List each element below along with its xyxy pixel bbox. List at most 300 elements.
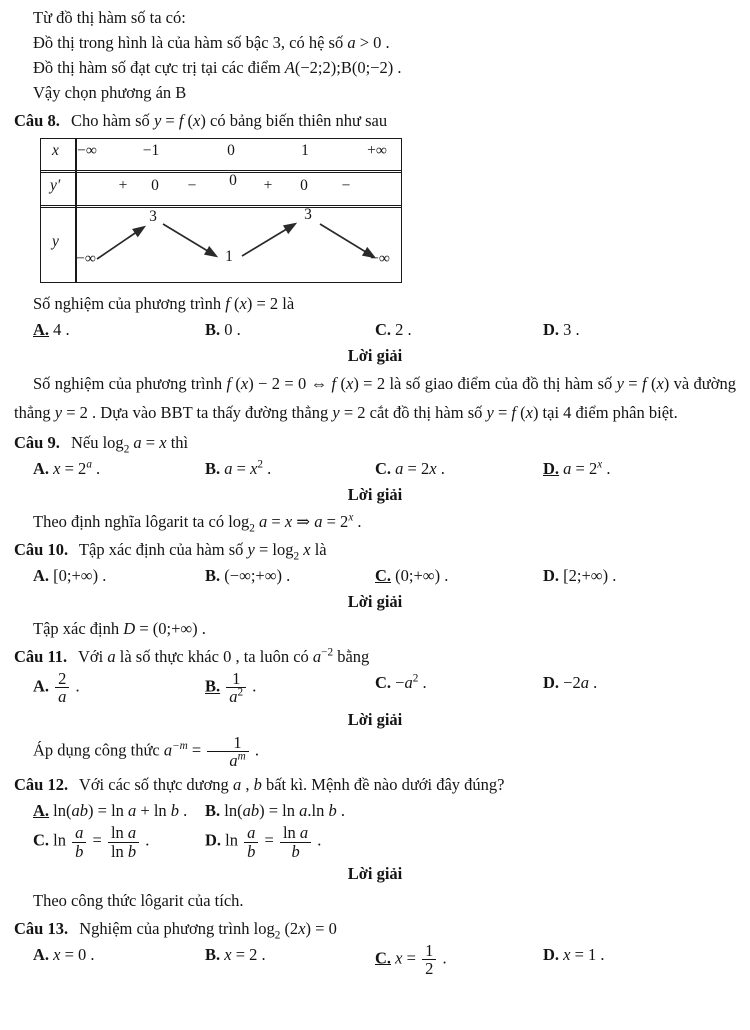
text-run: Cho hàm số — [66, 111, 154, 130]
bbt-y-min-value: 1 — [225, 248, 233, 265]
text-run: = — [187, 740, 206, 760]
text-run: = 2 — [60, 459, 87, 478]
text-run: ) = 0 — [305, 918, 337, 938]
text-run: ab — [242, 801, 260, 821]
text-run: m — [237, 750, 246, 763]
text-run: a — [347, 33, 356, 52]
text-run: y — [616, 374, 624, 393]
text-run: ;B — [336, 58, 352, 77]
solution-label — [0, 590, 750, 614]
text-run: ln — [110, 841, 128, 861]
label-text: C. — [375, 320, 392, 339]
label-text: D. — [543, 673, 560, 692]
label-text: C. — [375, 948, 392, 968]
text-run: Theo công thức lôgarit của tích. — [33, 890, 244, 910]
text-run: x — [53, 459, 61, 478]
bbt-x-value: 0 — [227, 142, 235, 159]
fraction-denominator — [422, 960, 436, 977]
text-run: thì — [166, 433, 189, 452]
question-12-title — [14, 772, 736, 797]
text-run: (−∞;+∞) . — [220, 566, 291, 585]
text-run: Theo định nghĩa lôgarit ta có — [33, 512, 229, 531]
text-run: y — [332, 402, 340, 422]
math-fraction — [422, 942, 436, 978]
text-run: b — [170, 801, 180, 821]
text-run: Từ đồ thị hàm số ta có: — [33, 8, 186, 27]
question-10-title — [14, 537, 736, 562]
text-run: Với — [74, 647, 108, 666]
text-run: . — [250, 740, 259, 760]
fraction-denominator — [55, 688, 69, 705]
text-run: . — [179, 801, 188, 821]
fraction-numerator — [108, 824, 139, 842]
text-run: = — [267, 512, 285, 531]
text-run: x — [597, 458, 603, 471]
text-run: −2 — [559, 673, 581, 692]
answer-option — [375, 670, 543, 695]
text-run: x — [240, 374, 249, 393]
bbt-yprime-value: 0 — [300, 177, 308, 194]
text-run: Đồ thị hàm số đạt cực trị tại các điểm — [33, 58, 285, 77]
text-run: bất kì. Mệnh đề nào dưới đây đúng? — [261, 775, 505, 795]
text-run: = — [493, 402, 512, 422]
text-run: 1 — [232, 669, 241, 688]
text-run: ( — [229, 294, 240, 313]
label-text: D. — [543, 320, 560, 339]
text-run: ( — [231, 374, 241, 393]
question-8-solution — [14, 370, 736, 427]
text-run: a — [127, 823, 137, 843]
text-run: x — [429, 459, 437, 478]
text-run: ) có bảng biến thiên như sau — [200, 111, 388, 130]
answer-option — [543, 670, 736, 695]
answer-option — [33, 798, 205, 823]
text-run: (2 — [280, 918, 299, 938]
text-run: 2 — [123, 443, 130, 456]
text-run: ab — [71, 801, 89, 821]
text-run: . — [436, 459, 445, 478]
text-run: ( — [646, 374, 657, 393]
text-run: b — [328, 801, 337, 821]
question-11-options — [14, 670, 736, 706]
text-run: + ln — [136, 801, 171, 821]
question-11-solution — [14, 734, 736, 770]
text-run: x — [53, 944, 61, 964]
bbt-arrow-down — [320, 224, 374, 257]
solution-label — [0, 483, 750, 507]
bbt-yprime-value: 0 — [229, 172, 237, 189]
math-fraction — [108, 824, 139, 860]
text-run: a — [259, 512, 268, 531]
text-run: −2 — [321, 646, 334, 659]
label-text: B. — [205, 320, 221, 339]
answer-option — [205, 670, 375, 706]
text-run — [220, 677, 224, 696]
text-run: f — [226, 374, 232, 393]
question-12-solution — [14, 888, 736, 913]
text-run: 1 — [425, 940, 434, 960]
text-run: (−2;2) — [294, 58, 337, 77]
text-run: ( — [336, 374, 346, 393]
text-run: x — [224, 944, 232, 964]
question-10-options — [14, 563, 736, 588]
text-run: log — [253, 918, 275, 938]
text-run: Số nghiệm của phương trình — [33, 374, 227, 393]
bbt-arrow-up — [97, 227, 144, 259]
text-run: Số nghiệm của phương trình — [33, 294, 226, 313]
answer-option — [33, 317, 205, 342]
document-content — [0, 5, 750, 978]
text-run: a — [224, 459, 233, 478]
text-run: = 1 . — [570, 944, 605, 964]
text-run: ( — [183, 111, 194, 130]
text-run: y — [247, 540, 255, 559]
text-run: b — [127, 841, 137, 861]
bbt-yprime-value: + — [118, 177, 128, 194]
bbt-x-label: x — [52, 142, 59, 159]
text-run: Áp dụng công thức — [33, 740, 164, 760]
question-12-options-ab — [14, 798, 736, 823]
label-text: C. — [375, 673, 392, 692]
text-run: x — [348, 511, 354, 524]
question-13-title — [14, 916, 736, 941]
fraction-numerator — [280, 824, 311, 842]
label-text: B. — [205, 566, 221, 585]
text-run: f — [331, 374, 337, 393]
text-run: b — [253, 775, 262, 795]
text-run: là — [310, 540, 327, 559]
text-run: a — [580, 673, 589, 692]
text-run: a — [75, 823, 84, 843]
text-run: a — [563, 459, 572, 478]
label-text: Câu 9. — [14, 433, 60, 452]
text-run: f — [511, 402, 516, 422]
label-text: C. — [375, 566, 392, 585]
bbt-y-max-value: 3 — [304, 206, 312, 223]
intro-line-2 — [14, 30, 736, 55]
fraction-numerator — [207, 734, 248, 752]
answer-option — [205, 317, 375, 342]
text-run: 0 . — [220, 320, 241, 339]
text-run: a — [299, 801, 308, 821]
text-run: Tập xác định — [33, 619, 124, 638]
text-run: ln( — [49, 801, 72, 821]
question-8-stem — [14, 291, 736, 316]
question-9-options — [14, 456, 736, 481]
label-text: B. — [205, 801, 221, 821]
fraction-numerator — [55, 670, 69, 688]
text-run: ) = 2 là số giao điểm của đồ thị hàm số — [353, 374, 617, 393]
text-run: − — [391, 673, 405, 692]
text-run: = 2 . Dựa vào BBT ta thấy đường thẳng — [62, 402, 333, 422]
text-run: x — [239, 294, 247, 313]
bbt-arrows — [41, 139, 400, 281]
fraction-numerator — [72, 824, 86, 842]
text-run: Vậy chọn phương án B — [33, 83, 187, 102]
text-run: . — [313, 830, 322, 850]
text-run: a — [314, 512, 323, 531]
bbt-y-label: y — [52, 233, 59, 250]
text-run: a — [247, 823, 256, 843]
text-run: a — [299, 823, 309, 843]
text-run: log — [228, 512, 250, 531]
text-run: b — [291, 841, 300, 861]
text-run: D — [123, 619, 136, 638]
label-text: Lời giải — [347, 346, 403, 365]
text-run: x — [159, 433, 167, 452]
math-fraction — [55, 670, 69, 706]
text-run: f — [178, 111, 184, 130]
text-run: > 0 . — [355, 33, 390, 52]
text-run: 2 — [237, 686, 244, 699]
bbt-yprime-value: − — [341, 177, 351, 194]
text-run: = log — [254, 540, 294, 559]
bbt-yprime-value: − — [187, 177, 197, 194]
text-run: ln — [221, 830, 243, 850]
question-13-options — [14, 942, 736, 978]
text-run: , — [241, 775, 254, 795]
text-run: ⇒ — [292, 512, 315, 531]
answer-option — [33, 670, 205, 706]
text-run: a — [395, 459, 404, 478]
question-11-title — [14, 644, 736, 669]
text-run: bằng — [333, 647, 370, 666]
answer-option — [375, 456, 543, 481]
bbt-y-min-value: −∞ — [76, 250, 96, 267]
label-text: A. — [33, 320, 50, 339]
text-run: [0;+∞) . — [49, 566, 107, 585]
text-run: a — [133, 433, 142, 452]
text-run: x — [346, 374, 354, 393]
text-run: a — [128, 801, 137, 821]
math-fraction — [72, 824, 86, 860]
label-text: A. — [33, 566, 50, 585]
text-run: A — [284, 58, 295, 77]
text-run: = — [88, 830, 106, 850]
text-run: . — [393, 58, 402, 77]
bbt-yprime-value: + — [263, 177, 273, 194]
label-text: C. — [33, 830, 50, 850]
text-run: = — [161, 111, 179, 130]
solution-label — [0, 708, 750, 732]
bbt-y-min-value: −∞ — [370, 250, 390, 267]
text-run: 2 — [293, 550, 300, 563]
fraction-denominator — [72, 843, 86, 860]
text-run: b — [247, 841, 256, 861]
text-run: y — [153, 111, 162, 130]
label-text: Câu 8. — [14, 111, 60, 130]
text-run: . — [418, 673, 427, 692]
text-run: y — [54, 402, 63, 422]
solution-label — [0, 862, 750, 886]
bbt-y-max-value: 3 — [149, 208, 157, 225]
text-run: 1 — [233, 732, 242, 752]
text-run: x — [525, 402, 533, 422]
label-text: A. — [33, 944, 50, 964]
answer-option — [205, 563, 375, 588]
text-run: .ln — [307, 801, 329, 821]
text-run: x — [656, 374, 664, 393]
bbt-yprime-label: y′ — [50, 177, 61, 194]
text-run: = — [232, 459, 251, 478]
text-run: = 2 — [571, 459, 598, 478]
text-run: 2 — [257, 458, 264, 471]
answer-option — [33, 563, 205, 588]
text-run: = 2 — [403, 459, 430, 478]
answer-option — [543, 563, 736, 588]
label-text: D. — [543, 459, 560, 478]
text-run: a — [163, 740, 173, 760]
math-fraction — [207, 734, 248, 770]
text-run: 2 — [58, 669, 67, 688]
answer-option — [205, 798, 736, 823]
text-run: [2;+∞) . — [559, 566, 617, 585]
text-run: = — [623, 374, 642, 393]
text-run: (0;+∞) . — [391, 566, 449, 585]
label-text: Lời giải — [347, 863, 403, 883]
label-text: D. — [205, 830, 222, 850]
text-run: . — [141, 830, 150, 850]
label-text: Câu 13. — [14, 918, 69, 938]
text-run: x — [303, 540, 311, 559]
text-run: a — [229, 750, 238, 770]
text-run: a — [232, 775, 242, 795]
text-run: = — [402, 948, 421, 968]
text-run: ln — [282, 823, 300, 843]
answer-option — [205, 456, 375, 481]
intro-line-4 — [14, 80, 736, 105]
answer-option — [33, 824, 205, 860]
text-run: = 0 . — [60, 944, 95, 964]
label-text: A. — [33, 676, 50, 696]
fraction-denominator — [244, 843, 258, 860]
text-run: . — [602, 459, 611, 478]
answer-option — [543, 456, 736, 481]
text-run: x — [395, 948, 403, 968]
question-9-solution — [14, 509, 736, 534]
text-run: x — [193, 111, 201, 130]
bbt-x-value: −1 — [142, 142, 160, 159]
text-run: ) = 2 là — [246, 294, 295, 313]
label-text: B. — [205, 459, 221, 478]
text-run: ) = ln — [88, 801, 129, 821]
text-run: x — [284, 512, 293, 531]
text-run: . — [353, 512, 362, 531]
text-run: . — [263, 459, 272, 478]
math-fraction — [280, 824, 311, 860]
answer-option — [375, 942, 543, 978]
text-run: Tập xác định của hàm số — [75, 540, 248, 559]
text-run: . — [248, 676, 257, 696]
text-run: ln( — [220, 801, 243, 821]
answer-option — [375, 317, 543, 342]
question-8-options — [14, 317, 736, 342]
fraction-numerator — [226, 670, 246, 688]
intro-line-3 — [14, 55, 736, 80]
text-run: (0;−2) — [351, 58, 394, 77]
fraction-denominator — [108, 843, 139, 860]
text-run: = — [141, 433, 160, 452]
text-run: a — [312, 647, 322, 666]
text-run: 2 — [425, 959, 434, 979]
label-text: Lời giải — [347, 485, 403, 504]
label-text: A. — [33, 459, 50, 478]
text-run: log — [102, 433, 124, 452]
math-fraction — [226, 670, 246, 706]
text-run: Đồ thị trong hình là của hàm số bậc 3, có hệ số — [33, 33, 348, 52]
text-run: là số thực khác 0 , ta luôn có — [115, 647, 313, 666]
answer-option — [375, 563, 543, 588]
text-run: y — [486, 402, 494, 422]
text-run: 2 . — [391, 320, 412, 339]
text-run: a — [229, 687, 238, 707]
question-8-title — [14, 108, 736, 133]
question-10-solution — [14, 616, 736, 641]
text-run: ln — [110, 823, 128, 843]
intro-line-1 — [14, 5, 736, 30]
bbt-arrow-down — [163, 224, 216, 256]
answer-option — [33, 942, 205, 967]
text-run: f — [225, 294, 230, 313]
answer-option — [205, 942, 375, 967]
label-text: C. — [375, 459, 392, 478]
text-run: = 2 cắt đồ thị hàm số — [339, 402, 487, 422]
bbt-x-value: 1 — [301, 142, 309, 159]
text-run — [49, 677, 53, 696]
question-9-title — [14, 430, 736, 455]
bbt-arrow-up — [242, 224, 295, 256]
text-run: a — [107, 647, 116, 666]
text-run: −m — [172, 739, 188, 752]
text-run: ) = ln — [259, 801, 300, 821]
fraction-denominator — [226, 688, 246, 705]
text-run: . — [588, 673, 598, 692]
text-run: Nếu — [66, 433, 103, 452]
label-text: Lời giải — [347, 709, 403, 729]
answer-option — [543, 942, 736, 967]
text-run: . — [91, 459, 101, 478]
text-run: ) − 2 = 0 ⇔ — [248, 374, 332, 393]
text-run: b — [75, 841, 84, 861]
text-run: x — [563, 944, 571, 964]
text-run: . — [438, 948, 447, 968]
text-run: 4 . — [49, 320, 70, 339]
text-run: . — [71, 676, 80, 696]
text-run: = — [260, 830, 278, 850]
label-text: B. — [205, 944, 221, 964]
bbt-table — [40, 138, 402, 283]
text-run: 2 — [412, 672, 419, 685]
fraction-denominator — [207, 752, 248, 769]
solution-label — [0, 344, 750, 368]
text-run: ln — [49, 830, 71, 850]
label-text: Câu 11. — [14, 647, 68, 666]
answer-option — [205, 824, 736, 860]
bbt-x-value: −∞ — [77, 142, 97, 159]
label-text: D. — [543, 944, 560, 964]
text-run: = 2 . — [231, 944, 266, 964]
text-run: 2 — [249, 522, 255, 535]
text-run: = (0;+∞) . — [135, 619, 206, 638]
label-text: Câu 10. — [14, 540, 69, 559]
text-run: a — [404, 673, 413, 692]
text-run: x — [298, 918, 306, 938]
label-text: Câu 12. — [14, 775, 69, 795]
answer-option — [33, 456, 205, 481]
bbt-x-value: +∞ — [367, 142, 387, 159]
text-run: 2 — [274, 929, 281, 942]
text-run: 3 . — [559, 320, 580, 339]
